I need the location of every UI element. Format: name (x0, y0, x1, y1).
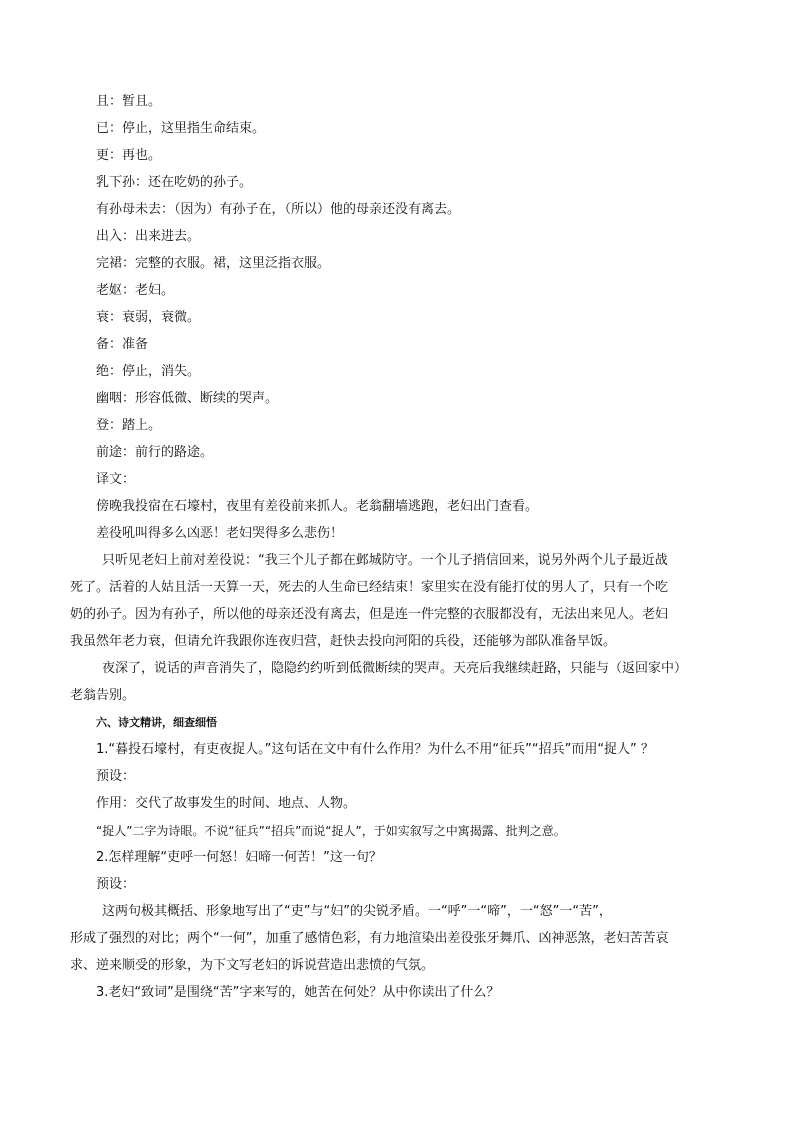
note-line: 有孙母未去：（因为）有孙子在，（所以）他的母亲还没有离去。 (96, 202, 461, 217)
section-heading: 六、诗文精讲，细查细悟 (96, 716, 217, 729)
note-line: 且：暂且。 (96, 94, 162, 109)
note-line: 前途：前行的路途。 (96, 445, 214, 460)
translation-label: 译文： (96, 472, 136, 487)
translation-line: 我虽然年老力衰，但请允许我跟你连夜归营，赶快去投向河阳的兵役，还能够为部队准备早饭。 (70, 634, 617, 649)
note-line: 已：停止，这里指生命结束。 (96, 121, 266, 136)
answer-line: 求、逆来顺受的形象，为下文写老妇的诉说营造出悲愤的气氛。 (70, 958, 435, 973)
answer-line: 形成了强烈的对比；两个“一何”，加重了感情色彩，有力地渲染出差役张牙舞爪、凶神恶煞，老妇苦苦哀 (70, 931, 669, 946)
note-line: 绝：停止，消失。 (96, 364, 201, 379)
translation-line: 只听见老妇上前对差役说：“我三个儿子都在邺城防守。一个儿子捎信回来，说另外两个儿子最近战 (102, 553, 668, 568)
note-line: 幽咽：形容低微、断续的哭声。 (96, 391, 279, 406)
note-line: 登：踏上。 (96, 418, 162, 433)
answer-line: 这两句极其概括、形象地写出了“吏”与“妇”的尖锐矛盾。一“呼”一“啼”，一“怒”一“苦”， (102, 904, 612, 919)
translation-line: 死了。活着的人姑且活一天算一天，死去的人生命已经结束！家里实在没有能打仗的男人了，只有一个吃 (70, 580, 669, 595)
translation-line: 差役吼叫得多么凶恶！老妇哭得多么悲伤！ (96, 526, 344, 541)
answer-line: “捉人”二字为诗眼。不说“征兵”“招兵”而说“捉人”，于如实叙写之中寓揭露、批判之意。 (96, 824, 566, 838)
translation-line: 夜深了，说话的声音消失了，隐隐约约听到低微断续的哭声。天亮后我继续赶路，只能与（返回家中） (102, 661, 688, 676)
answer-line: 作用：交代了故事发生的时间、地点、人物。 (96, 796, 357, 811)
note-line: 备：准备 (96, 337, 149, 352)
translation-line: 傍晚我投宿在石壕村，夜里有差役前来抓人。老翁翻墙逃跑，老妇出门查看。 (96, 499, 539, 514)
note-line: 老妪：老妇。 (96, 283, 175, 298)
preset-label: 预设： (96, 769, 136, 784)
note-line: 出入：出来进去。 (96, 229, 201, 244)
preset-label: 预设： (96, 877, 136, 892)
note-line: 完裙：完整的衣服。裙，这里泛指衣服。 (96, 256, 331, 271)
question-3: 3.老妇“致词”是围绕“苦”字来写的，她苦在何处？从中你读出了什么？ (96, 985, 500, 1000)
translation-line: 奶的孙子。因为有孙子，所以他的母亲还没有离去，但是连一件完整的衣服都没有，无法出来见人。老妇 (70, 607, 669, 622)
note-line: 更：再也。 (96, 148, 162, 163)
note-line: 乳下孙：还在吃奶的孙子。 (96, 175, 253, 190)
question-1: 1.“暮投石壕村，有吏夜捉人。”这句话在文中有什么作用？为什么不用“征兵”“招兵”而用“捉人” ？ (96, 742, 654, 757)
document-page (70, 93, 736, 1011)
note-line: 衰：衰弱，衰微。 (96, 310, 201, 325)
translation-line: 老翁告别。 (70, 688, 136, 703)
question-2: 2.怎样理解“吏呼一何怒！妇啼一何苦！”这一句？ (96, 850, 382, 865)
